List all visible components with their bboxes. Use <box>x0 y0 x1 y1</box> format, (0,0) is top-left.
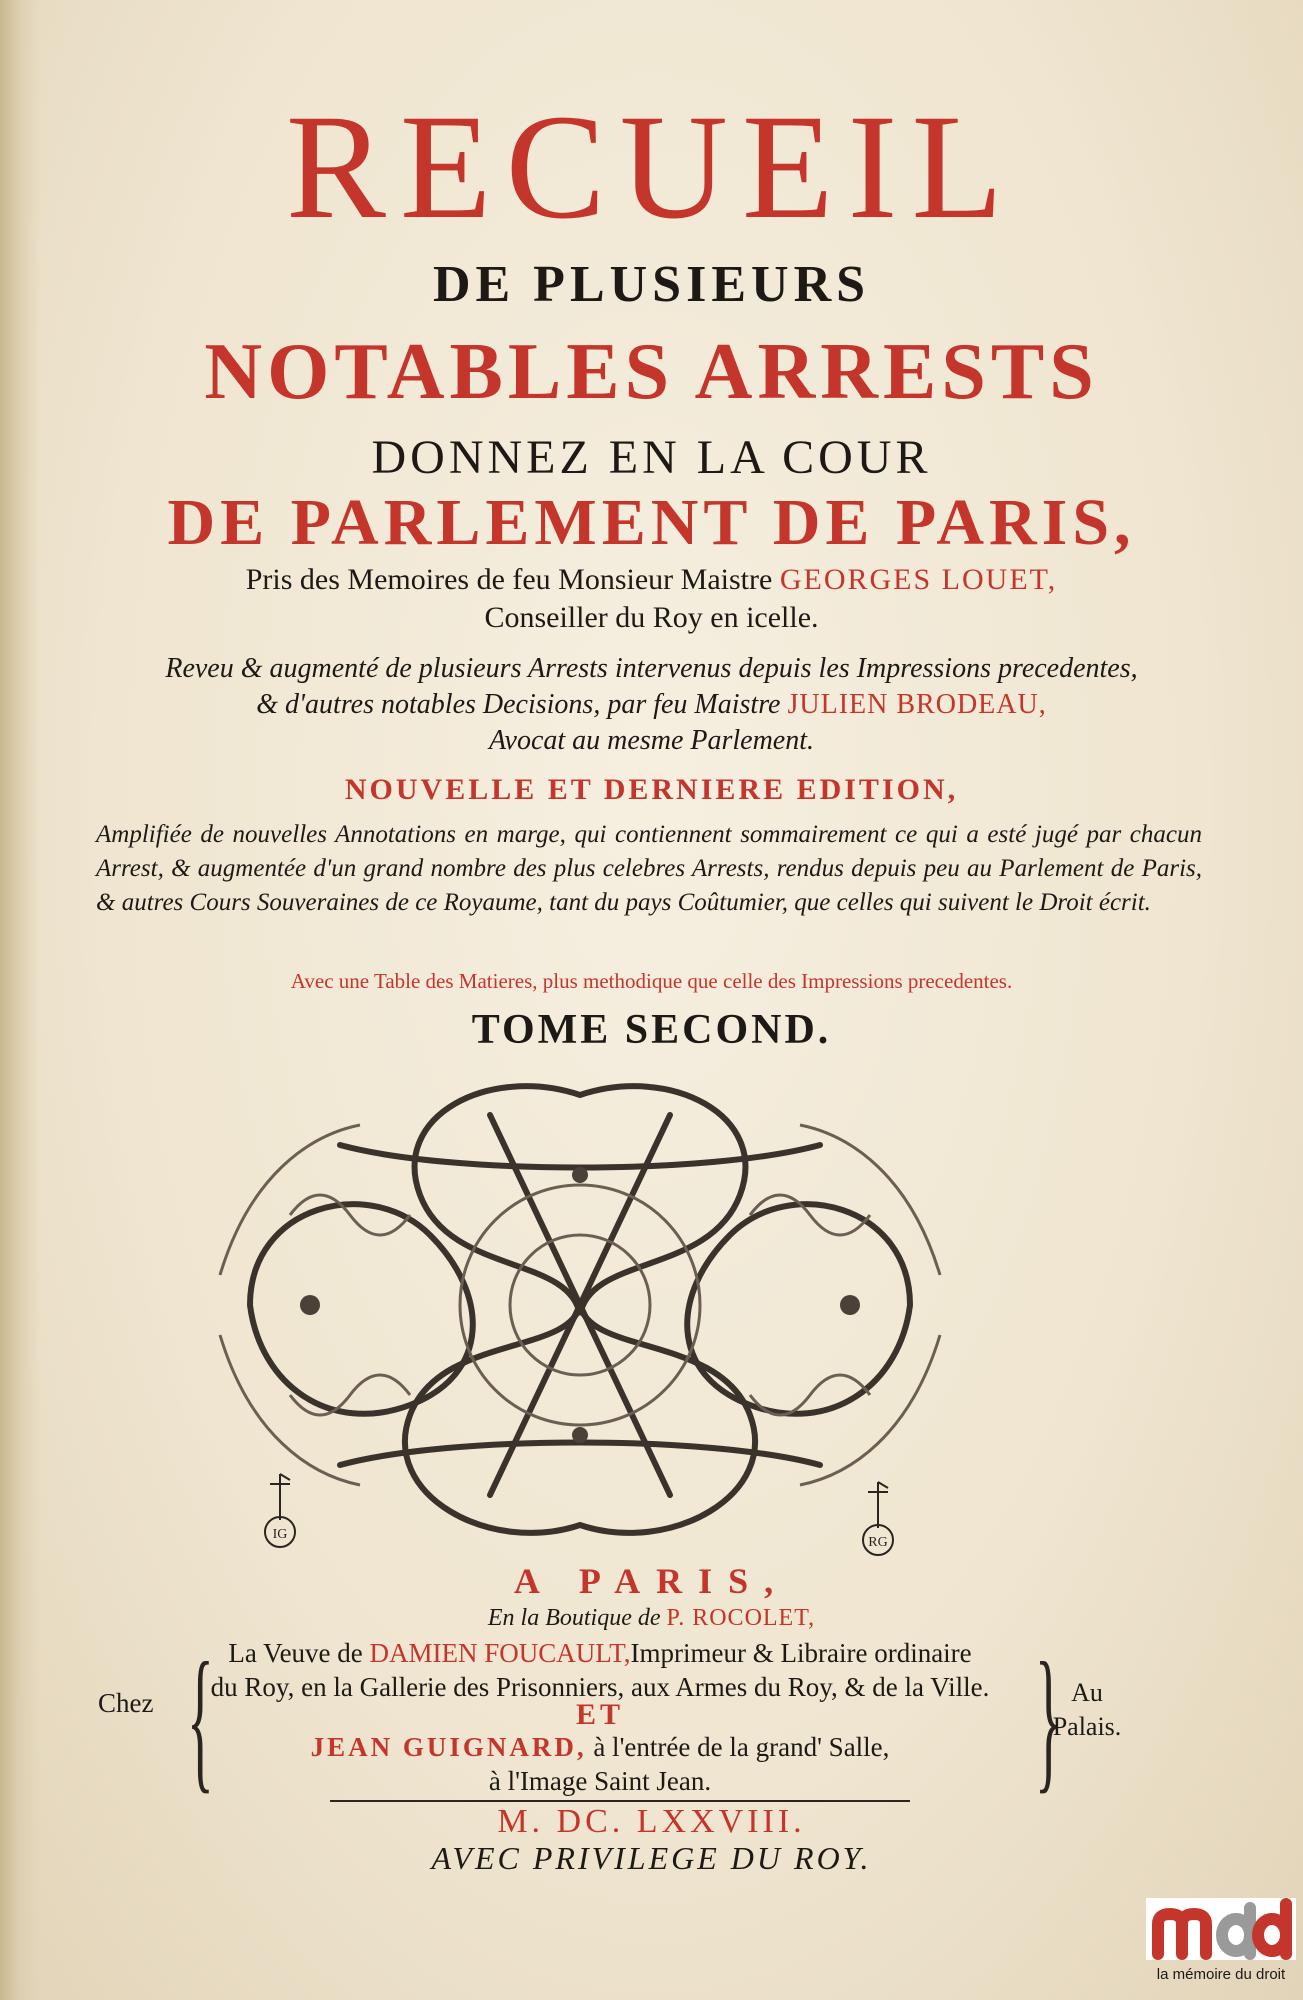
guignard-line <box>180 1730 1020 1764</box>
printer-mark-right-letters: RG <box>868 1535 888 1550</box>
mdd-logo <box>1146 1898 1296 1994</box>
bracket-left: { <box>186 1629 214 1807</box>
printer-mark-left <box>250 1470 310 1550</box>
mdd-logo-caption: la mémoire du droit <box>1156 1966 1286 1983</box>
pris-line <box>0 562 1303 598</box>
autres-prefix: & d'autres notables Decisions, par feu Maistre <box>256 689 788 720</box>
imprint-city: A PARIS, <box>513 1561 790 1601</box>
autres-line <box>0 688 1303 722</box>
image-line: à l'Image Saint Jean. <box>488 1766 712 1796</box>
et-line: ET <box>575 1698 625 1731</box>
avocat-line: Avocat au mesme Parlement. <box>488 725 815 756</box>
mdd-logo-mark <box>1146 1898 1296 1960</box>
amplifiee-paragraph: Amplifiée de nouvelles Annotations en marge, qui contiennent sommairement ce qui a esté jugé par chacun Arrest, & augmentée d'un grand nombre des plus celebres Arrests, rendus depuis peu au Parlement de Paris, & autres Cours Souveraines de ce Royaume, tant du pays Coûtumier, que celles qui suivent le Droit écrit. <box>96 821 1202 916</box>
foucault-name: DAMIEN FOUCAULT, <box>369 1638 631 1668</box>
veuve-prefix: La Veuve de <box>228 1638 370 1668</box>
conseiller-line: Conseiller du Roy en icelle. <box>484 601 819 634</box>
printer-mark-left-letters: IG <box>272 1527 288 1542</box>
entree-text: à l'entrée de la grand' Salle, <box>586 1732 890 1762</box>
privilege-line: AVEC PRIVILEGE DU ROY. <box>431 1840 872 1876</box>
reveu-line: Reveu & augmenté de plusieurs Arrests intervenus depuis les Impressions precedentes, <box>165 653 1138 684</box>
veuve-suffix: Imprimeur & Libraire ordinaire <box>630 1638 972 1668</box>
title-donnez: DONNEZ EN LA COUR <box>371 431 932 484</box>
tome-line: TOME SECOND. <box>471 1007 832 1053</box>
guignard-name: JEAN GUIGNARD, <box>310 1732 587 1762</box>
title-parlement: DE PARLEMENT DE PARIS, <box>167 486 1136 559</box>
author-name: GEORGES LOUET, <box>779 563 1058 596</box>
pris-prefix: Pris des Memoires de feu Monsieur Maistre <box>245 563 780 596</box>
rocolet-name: P. ROCOLET, <box>666 1605 816 1631</box>
title-recueil: RECUEIL <box>285 84 1018 250</box>
au-palais-label: Au Palais. <box>1052 1678 1122 1741</box>
editor-name: JULIEN BRODEAU, <box>787 689 1047 720</box>
edition-line: NOUVELLE ET DERNIERE EDITION, <box>344 773 959 806</box>
title-notables-arrests: NOTABLES ARRESTS <box>204 328 1099 416</box>
printer-mark-right <box>848 1478 908 1558</box>
gallerie-line: du Roy, en la Gallerie des Prisonniers, aux Armes du Roy, & de la Ville. <box>210 1672 990 1702</box>
bracket-right: } <box>1034 1629 1062 1807</box>
table-line: Avec une Table des Matieres, plus methodique que celle des Impressions precedentes. <box>290 969 1013 993</box>
title-de-plusieurs: DE PLUSIEURS <box>432 256 871 313</box>
boutique-prefix: En la Boutique de <box>487 1605 667 1631</box>
imprint-date: M. DC. LXXVIII. <box>497 1803 806 1840</box>
chez-label: Chez <box>98 1688 154 1718</box>
veuve-line <box>180 1636 1020 1670</box>
